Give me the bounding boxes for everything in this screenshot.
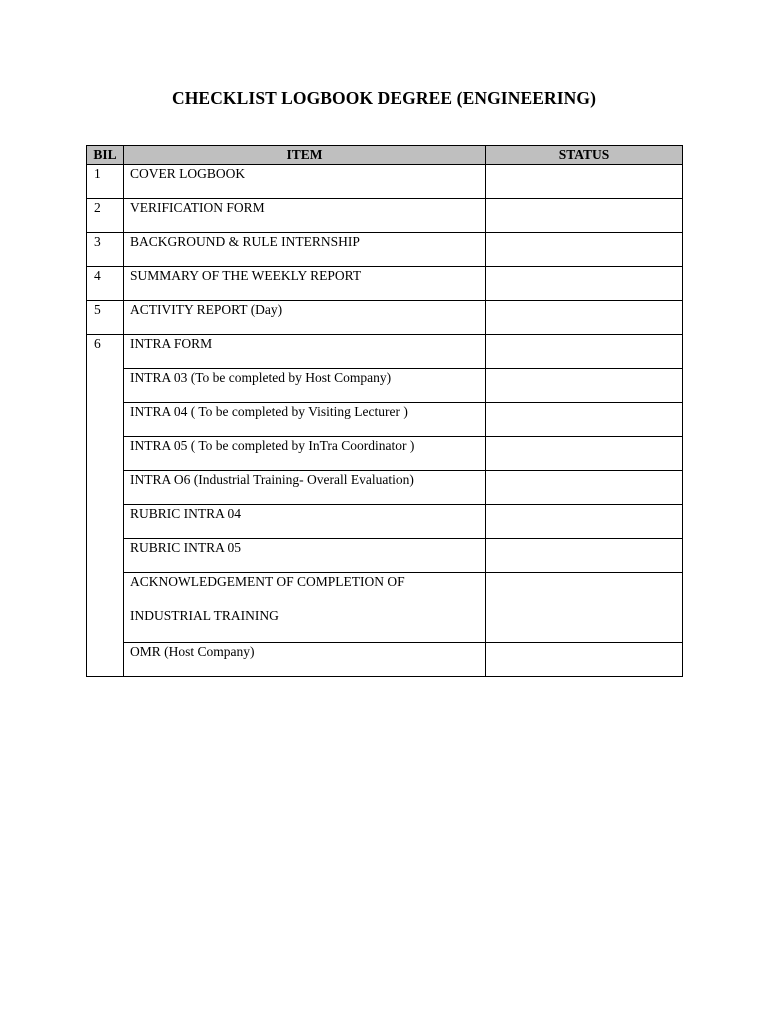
row-status[interactable] [486,403,683,437]
table-row [87,267,683,301]
row-status[interactable] [486,199,683,233]
table-row [87,369,683,403]
table-row [87,335,683,369]
row-status[interactable] [486,301,683,335]
row-number: 3 [87,233,124,267]
table-row [87,437,683,471]
row-status[interactable] [486,267,683,301]
row-item: RUBRIC INTRA 04 [124,505,486,539]
table-row [87,199,683,233]
ack-line-1: ACKNOWLEDGEMENT OF COMPLETION OF [130,574,405,589]
row-item: INTRA 03 (To be completed by Host Company) [124,369,486,403]
row-item-acknowledgement [124,573,486,643]
table-row [87,165,683,199]
row-number: 1 [87,165,124,199]
table-row [87,643,683,677]
table-header-row [87,146,683,165]
table-row [87,471,683,505]
row-item: INTRA 04 ( To be completed by Visiting Lecturer ) [124,403,486,437]
row-status[interactable] [486,369,683,403]
row-item: INTRA FORM [124,335,486,369]
row-item: SUMMARY OF THE WEEKLY REPORT [124,267,486,301]
row-item: COVER LOGBOOK [124,165,486,199]
row-item: ACTIVITY REPORT (Day) [124,301,486,335]
table-row [87,573,683,643]
row-status[interactable] [486,539,683,573]
header-bil: BIL [87,146,124,165]
header-status: STATUS [486,146,683,165]
table-row [87,539,683,573]
row-item: OMR (Host Company) [124,643,486,677]
table-row [87,301,683,335]
row-status[interactable] [486,573,683,643]
row-number: 5 [87,301,124,335]
row-number: 6 [87,335,124,677]
row-number: 2 [87,199,124,233]
page-title: CHECKLIST LOGBOOK DEGREE (ENGINEERING) [171,88,597,108]
row-item: VERIFICATION FORM [124,199,486,233]
row-item: INTRA 05 ( To be completed by InTra Coordinator ) [124,437,486,471]
checklist-table [86,145,683,677]
row-item: BACKGROUND & RULE INTERNSHIP [124,233,486,267]
table-row [87,233,683,267]
row-status[interactable] [486,505,683,539]
row-status[interactable] [486,471,683,505]
table-row [87,403,683,437]
row-status[interactable] [486,233,683,267]
row-status[interactable] [486,335,683,369]
row-number: 4 [87,267,124,301]
ack-line-2: INDUSTRIAL TRAINING [130,608,279,623]
row-status[interactable] [486,437,683,471]
header-item: ITEM [124,146,486,165]
row-status[interactable] [486,165,683,199]
table-row [87,505,683,539]
row-item: RUBRIC INTRA 05 [124,539,486,573]
row-item: INTRA O6 (Industrial Training- Overall Evaluation) [124,471,486,505]
row-status[interactable] [486,643,683,677]
